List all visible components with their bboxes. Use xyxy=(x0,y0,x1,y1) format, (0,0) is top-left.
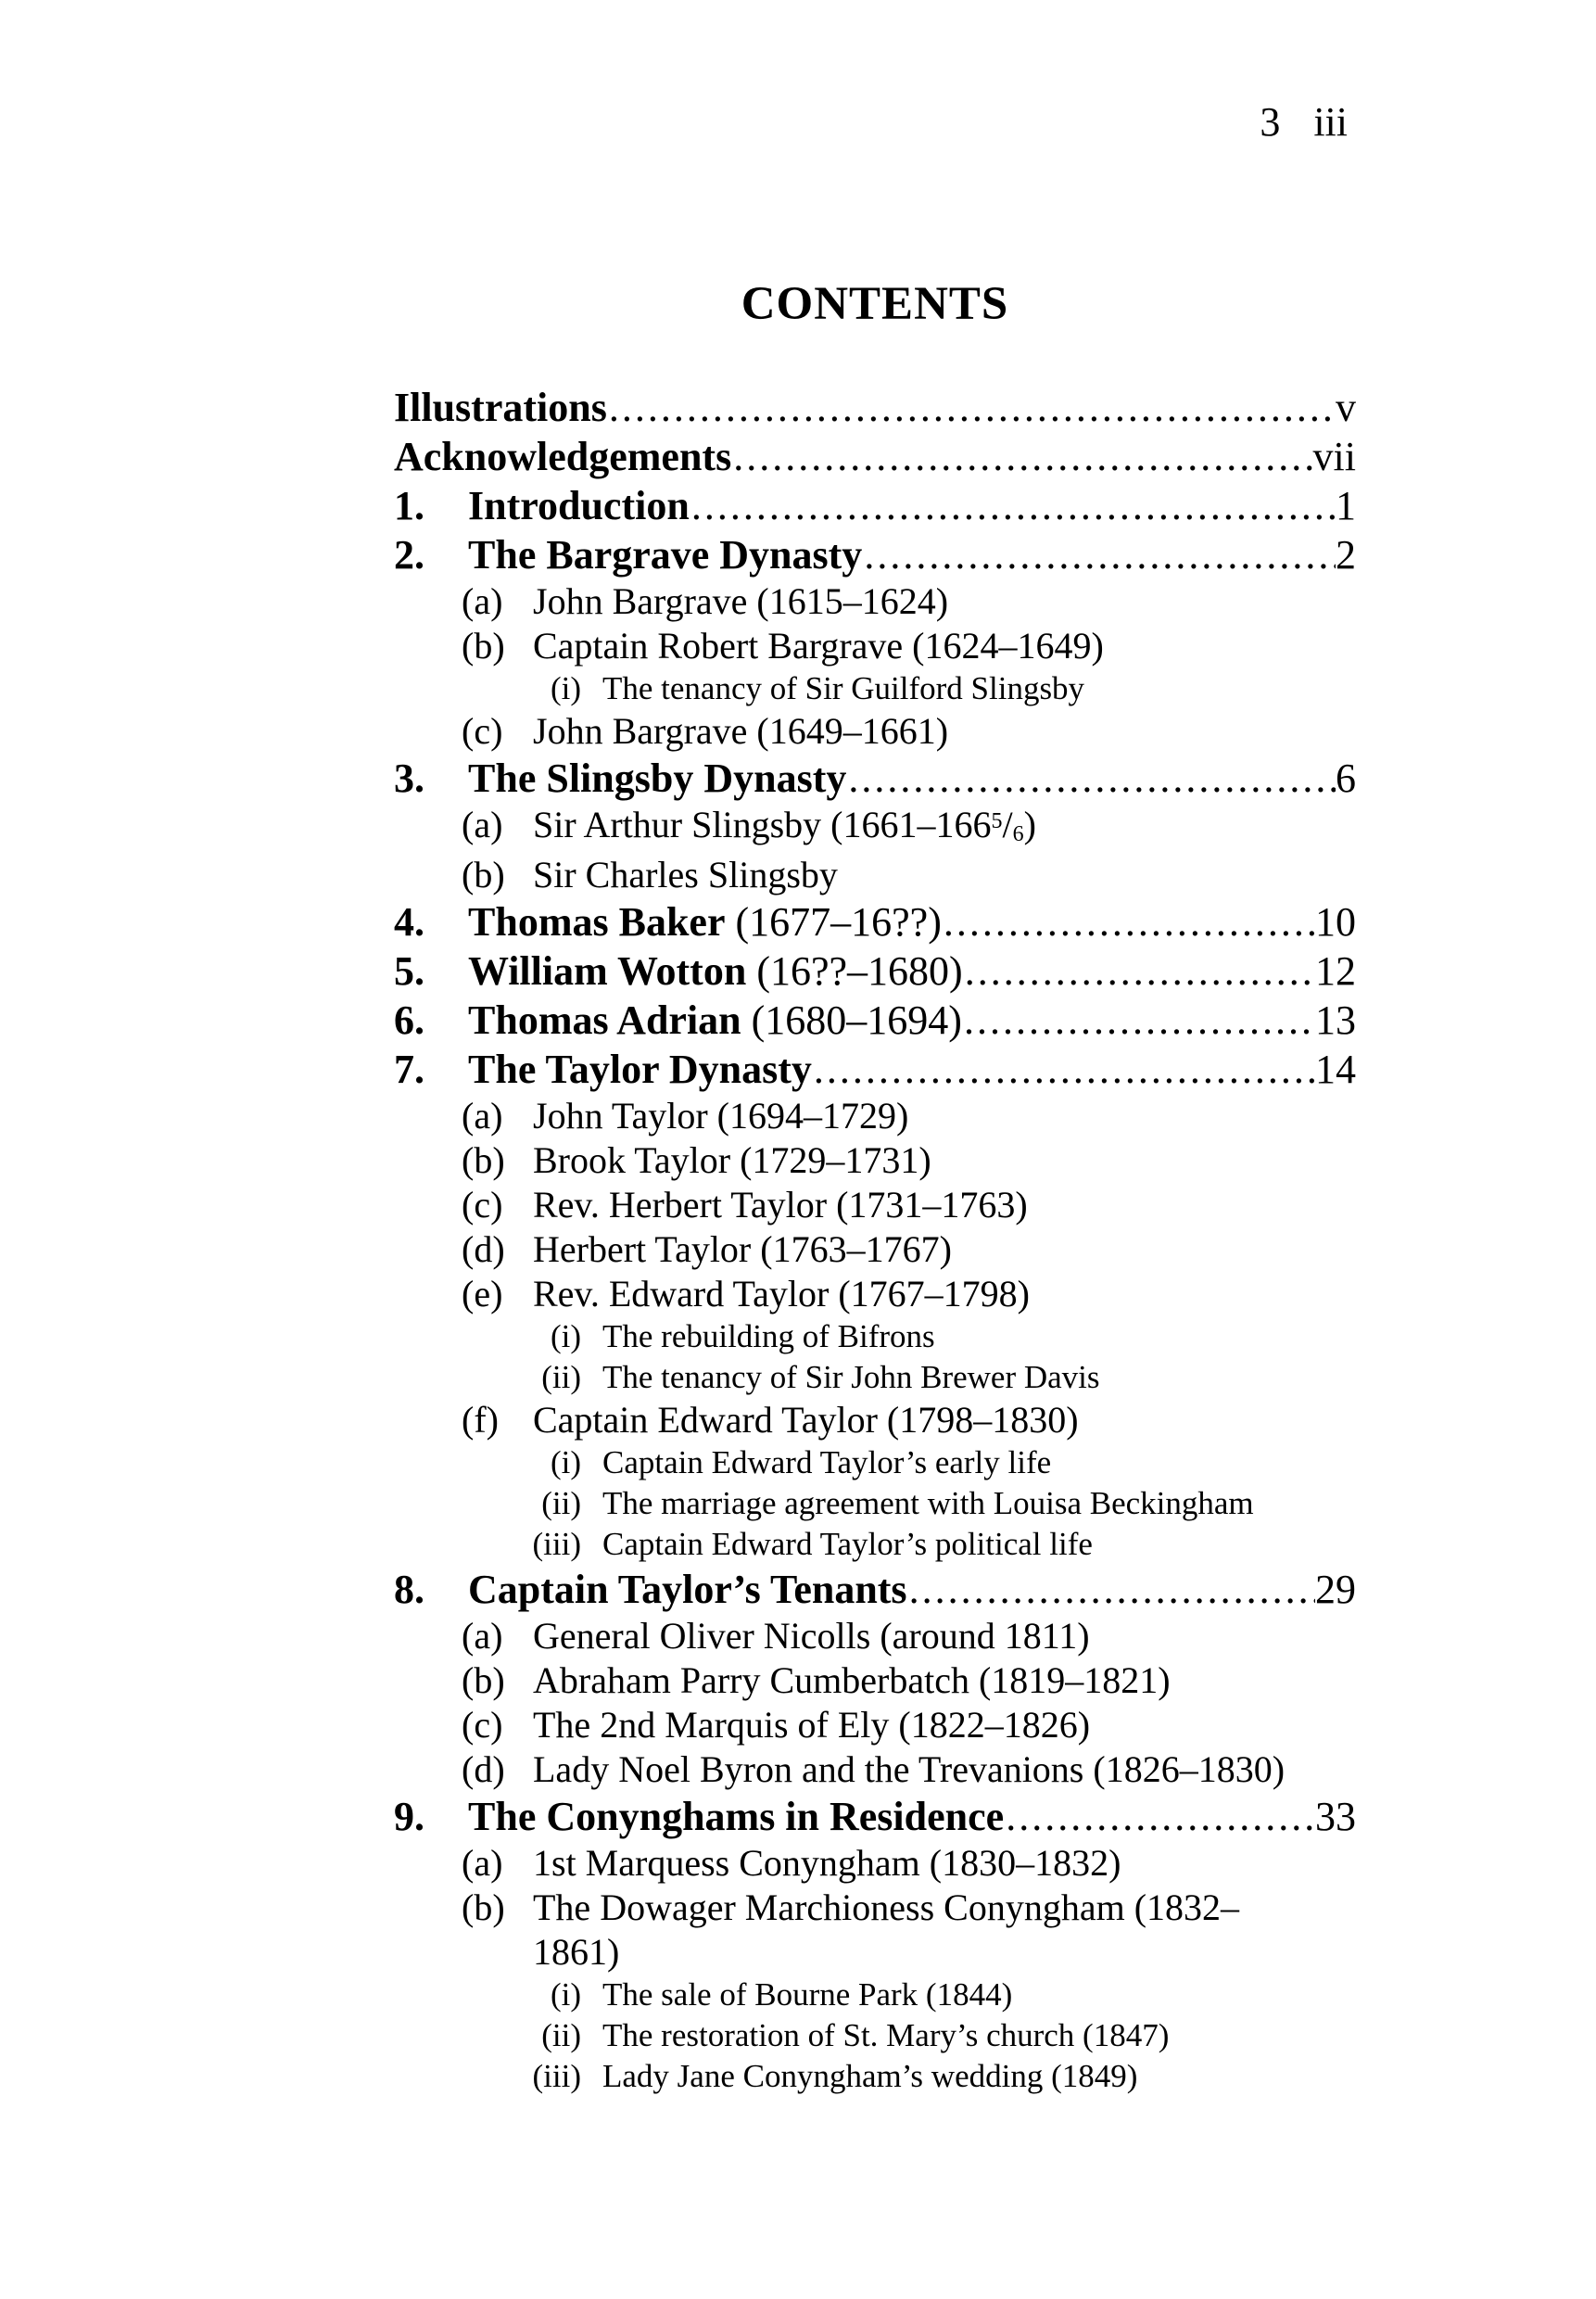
entry-label: 1st Marquess Conyngham (1830–1832) xyxy=(533,1842,1121,1884)
dot-leader xyxy=(864,530,1336,579)
entry-label xyxy=(468,754,846,803)
entry-label: The rebuilding of Bifrons xyxy=(602,1318,935,1354)
entry-label-bold: William Wotton xyxy=(468,948,747,994)
toc-entry xyxy=(394,709,1356,754)
entry-label: The Dowager Marchioness Conyngham (1832– xyxy=(533,1886,1240,1928)
toc-entry xyxy=(394,624,1356,668)
entry-label-bold: Captain Taylor’s Tenants xyxy=(468,1567,907,1612)
toc-entry xyxy=(394,897,1356,946)
entry-number: (ii) xyxy=(541,1485,581,1521)
entry-number: (ii) xyxy=(541,1359,581,1395)
toc-entry xyxy=(394,1316,1356,1357)
entry-label: Brook Taylor (1729–1731) xyxy=(533,1139,931,1181)
entry-number: (i) xyxy=(550,1318,581,1354)
entry-label-dates: (16??–1680) xyxy=(746,948,963,994)
entry-label: John Taylor (1694–1729) xyxy=(533,1095,909,1137)
entry-number: (b) xyxy=(462,1886,505,1928)
entry-number: (b) xyxy=(462,1659,505,1701)
entry-number: (i) xyxy=(550,670,581,706)
entry-page-number: 33 xyxy=(1315,1794,1356,1839)
entry-label: Lady Noel Byron and the Trevanions (1826–1830) xyxy=(533,1748,1286,1790)
toc-entry xyxy=(394,754,1356,803)
toc-entry xyxy=(394,996,1356,1045)
entry-page-number: 29 xyxy=(1315,1567,1356,1612)
entry-label: Captain Edward Taylor’s early life xyxy=(602,1444,1052,1480)
toc-entry xyxy=(394,1524,1356,1565)
entry-label: Captain Edward Taylor (1798–1830) xyxy=(533,1399,1079,1441)
entry-label-bold: Introduction xyxy=(468,483,690,528)
toc-entry xyxy=(394,1886,1356,1930)
entry-label-text: Sir Arthur Slingsby (1661–166 xyxy=(533,804,992,845)
entry-number: 9. xyxy=(394,1794,424,1839)
entry-label: The sale of Bourne Park (1844) xyxy=(602,1976,1013,2013)
entry-number: 2. xyxy=(394,532,424,578)
toc-entry xyxy=(394,1747,1356,1792)
entry-page-number: vii xyxy=(1312,434,1356,479)
entry-number: 4. xyxy=(394,899,424,945)
toc-entry xyxy=(394,1841,1356,1886)
header-folio-number: iii xyxy=(1313,99,1348,145)
dot-leader xyxy=(733,432,1312,481)
entry-page-number: 10 xyxy=(1315,899,1356,945)
entry-label: Rev. Herbert Taylor (1731–1763) xyxy=(533,1184,1028,1226)
entry-label: General Oliver Nicolls (around 1811) xyxy=(533,1615,1090,1657)
entry-label-bold: Thomas Adrian xyxy=(468,997,741,1043)
entry-number: (i) xyxy=(550,1444,581,1480)
entry-number: (c) xyxy=(462,1704,503,1746)
entry-number: (c) xyxy=(462,710,503,752)
toc-entry xyxy=(394,1183,1356,1227)
dot-leader xyxy=(848,754,1336,803)
entry-label: The tenancy of Sir Guilford Slingsby xyxy=(602,670,1085,706)
entry-label-dates: (1677–16??) xyxy=(725,899,942,945)
entry-label-bold: The Conynghams in Residence xyxy=(468,1794,1005,1839)
dot-leader xyxy=(814,1045,1315,1094)
entry-number: (a) xyxy=(462,1615,503,1657)
entry-number: (a) xyxy=(462,1095,503,1137)
entry-label: The 2nd Marquis of Ely (1822–1826) xyxy=(533,1704,1091,1746)
entry-label-dates: (1680–1694) xyxy=(741,997,962,1043)
entry-label xyxy=(468,1045,812,1094)
toc-entry xyxy=(394,1227,1356,1272)
entry-number: (a) xyxy=(462,580,503,622)
entry-number: (ii) xyxy=(541,2017,581,2053)
entry-label xyxy=(468,1792,1004,1841)
toc-entry xyxy=(394,2015,1356,2056)
toc-entry-continuation xyxy=(394,1930,1356,1975)
toc-entry xyxy=(394,481,1356,530)
entry-number: (d) xyxy=(462,1748,505,1790)
entry-label xyxy=(468,1565,907,1614)
entry-label xyxy=(468,481,690,530)
entry-label-bold: The Taylor Dynasty xyxy=(468,1047,812,1092)
entry-label-bold: The Slingsby Dynasty xyxy=(468,756,847,801)
entry-number: (b) xyxy=(462,1139,505,1181)
toc-entry xyxy=(394,1614,1356,1658)
toc-entry xyxy=(394,1792,1356,1841)
entry-label xyxy=(533,803,1036,853)
entry-label xyxy=(394,432,731,481)
entry-label-bold: Illustrations xyxy=(394,385,607,430)
toc-entry xyxy=(394,668,1356,709)
toc-entry xyxy=(394,946,1356,996)
entry-label-continuation: 1861) xyxy=(533,1931,620,1973)
entry-number: (b) xyxy=(462,854,505,895)
entry-number: (a) xyxy=(462,1842,503,1884)
toc-entry xyxy=(394,579,1356,624)
entry-page-number: 2 xyxy=(1336,532,1356,578)
toc-list xyxy=(394,383,1356,2097)
entry-number: (f) xyxy=(462,1399,499,1441)
toc-entry xyxy=(394,530,1356,579)
fraction-slash: / xyxy=(1002,804,1013,845)
entry-number: (a) xyxy=(462,804,503,845)
toc-entry xyxy=(394,1565,1356,1614)
page-header xyxy=(1260,99,1348,145)
entry-page-number: 1 xyxy=(1336,483,1356,528)
entry-number: 3. xyxy=(394,756,424,801)
entry-label: John Bargrave (1615–1624) xyxy=(533,580,949,622)
entry-number: (iii) xyxy=(532,1526,581,1562)
fraction-denominator: 6 xyxy=(1012,822,1024,847)
toc-entry xyxy=(394,853,1356,897)
entry-number: 6. xyxy=(394,997,424,1043)
dot-leader xyxy=(964,996,1315,1045)
header-page-number: 3 xyxy=(1260,99,1281,145)
entry-number: (i) xyxy=(550,1976,581,2013)
entry-label: Lady Jane Conyngham’s wedding (1849) xyxy=(602,2058,1138,2094)
toc-entry xyxy=(394,1272,1356,1316)
entry-label: Abraham Parry Cumberbatch (1819–1821) xyxy=(533,1659,1171,1701)
entry-label xyxy=(394,383,607,432)
toc-entry xyxy=(394,1975,1356,2015)
toc-entry xyxy=(394,2056,1356,2097)
entry-label: Sir Charles Slingsby xyxy=(533,854,838,895)
entry-label-text: ) xyxy=(1023,804,1036,845)
dot-leader xyxy=(965,946,1315,996)
entry-label-bold: The Bargrave Dynasty xyxy=(468,532,863,578)
toc-entry xyxy=(394,1045,1356,1094)
entry-number: (d) xyxy=(462,1228,505,1270)
entry-label: John Bargrave (1649–1661) xyxy=(533,710,949,752)
entry-label: Herbert Taylor (1763–1767) xyxy=(533,1228,952,1270)
entry-number: (iii) xyxy=(532,2058,581,2094)
entry-page-number: 13 xyxy=(1315,997,1356,1043)
entry-label: The restoration of St. Mary’s church (1847) xyxy=(602,2017,1170,2053)
toc-entry xyxy=(394,803,1356,853)
entry-label xyxy=(468,946,963,996)
entry-number: 5. xyxy=(394,948,424,994)
toc-entry xyxy=(394,1138,1356,1183)
entry-label: Captain Edward Taylor’s political life xyxy=(602,1526,1093,1562)
toc-entry xyxy=(394,1483,1356,1524)
entry-label: The marriage agreement with Louisa Beckingham xyxy=(602,1485,1254,1521)
entry-label xyxy=(468,897,942,946)
toc-entry xyxy=(394,1357,1356,1398)
entry-number: 8. xyxy=(394,1567,424,1612)
entry-page-number: 6 xyxy=(1336,756,1356,801)
toc-entry xyxy=(394,1398,1356,1442)
entry-label: Captain Robert Bargrave (1624–1649) xyxy=(533,625,1104,667)
toc-entry xyxy=(394,432,1356,481)
entry-page-number: 12 xyxy=(1315,948,1356,994)
toc-entry xyxy=(394,1442,1356,1483)
entry-label: Rev. Edward Taylor (1767–1798) xyxy=(533,1273,1030,1315)
dot-leader xyxy=(1006,1792,1315,1841)
entry-number: (c) xyxy=(462,1184,503,1226)
dot-leader xyxy=(944,897,1315,946)
dot-leader xyxy=(609,383,1336,432)
entry-number: (b) xyxy=(462,625,505,667)
entry-label xyxy=(468,530,862,579)
entry-label: The tenancy of Sir John Brewer Davis xyxy=(602,1359,1100,1395)
toc-entry xyxy=(394,383,1356,432)
entry-number: 1. xyxy=(394,483,424,528)
entry-label-bold: Acknowledgements xyxy=(394,434,732,479)
entry-number: (e) xyxy=(462,1273,503,1315)
fraction-numerator: 5 xyxy=(991,808,1003,833)
dot-leader xyxy=(691,481,1336,530)
entry-label xyxy=(468,996,962,1045)
entry-page-number: v xyxy=(1336,385,1356,430)
contents-title: CONTENTS xyxy=(741,278,1009,330)
entry-page-number: 14 xyxy=(1315,1047,1356,1092)
toc-entry xyxy=(394,1703,1356,1747)
entry-number: 7. xyxy=(394,1047,424,1092)
dot-leader xyxy=(909,1565,1315,1614)
toc-entry xyxy=(394,1094,1356,1138)
entry-label-bold: Thomas Baker xyxy=(468,899,726,945)
toc-entry xyxy=(394,1658,1356,1703)
